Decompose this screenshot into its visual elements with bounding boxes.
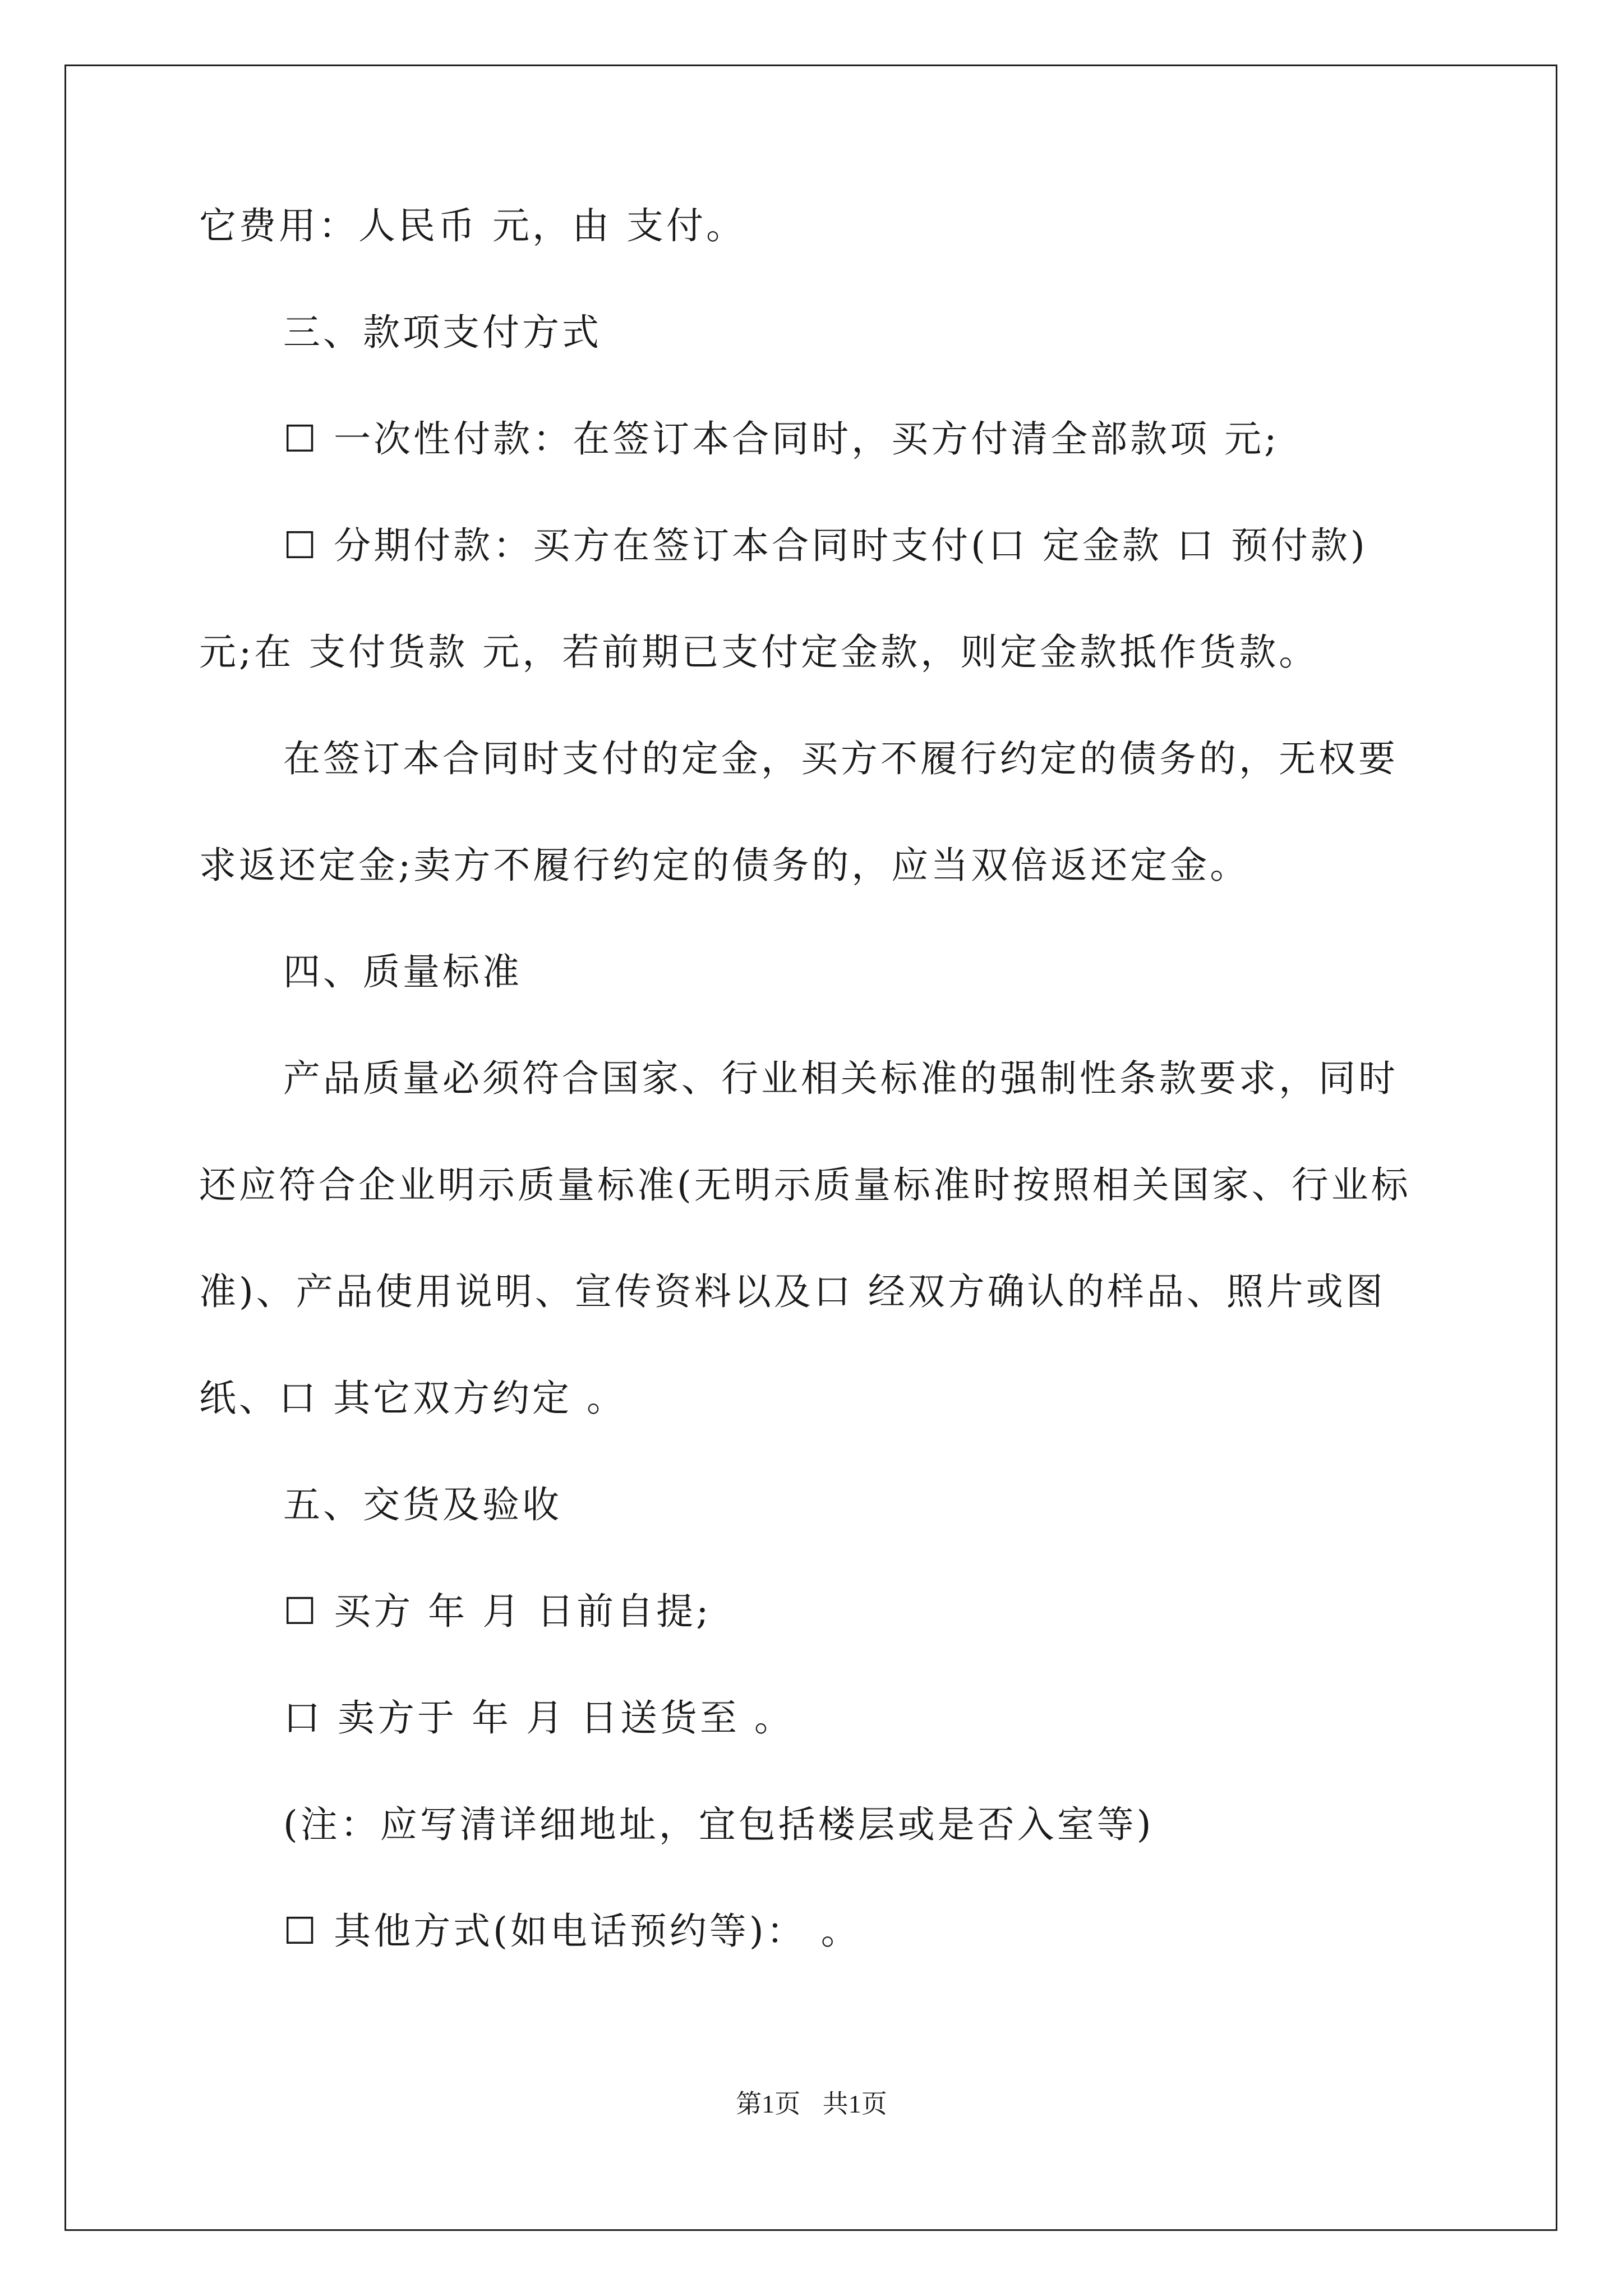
- checkbox-option: 口 卖方于 年 月 日送货至 。: [283, 1696, 794, 1740]
- note-line: (注：应写清详细地址，宜包括楼层或是否入室等): [283, 1803, 1154, 1846]
- paragraph-line: 元;在 支付货款 元，若前期已支付定金款，则定金款抵作货款。: [199, 631, 1319, 674]
- paragraph-line: 纸、口 其它双方约定 。: [199, 1377, 626, 1420]
- section-heading: 四、质量标准: [283, 950, 522, 993]
- checkbox-option: ☐ 分期付款：买方在签订本合同时支付(口 定金款 口 预付款): [283, 524, 1368, 567]
- checkbox-option: ☐ 其他方式(如电话预约等)： 。: [283, 1910, 861, 1953]
- paragraph-line: 它费用：人民币 元，由 支付。: [199, 204, 746, 247]
- paragraph-line: 求返还定金;卖方不履行约定的债务的，应当双倍返还定金。: [199, 844, 1250, 887]
- paragraph-line: 产品质量必须符合国家、行业相关标准的强制性条款要求，同时: [283, 1057, 1398, 1100]
- page-number-total: 共1页: [822, 2090, 887, 2118]
- paragraph-line: 还应符合企业明示质量标准(无明示质量标准时按照相关国家、行业标: [199, 1163, 1411, 1207]
- paragraph-line: 在签订本合同时支付的定金，买方不履行约定的债务的，无权要: [283, 737, 1398, 780]
- section-heading: 五、交货及验收: [283, 1483, 562, 1526]
- section-heading: 三、款项支付方式: [283, 311, 602, 354]
- checkbox-option: ☐ 买方 年 月 日前自提;: [283, 1590, 712, 1633]
- paragraph-line: 准)、产品使用说明、宣传资料以及口 经双方确认的样品、照片或图: [199, 1270, 1386, 1313]
- page-footer: [0, 2091, 1623, 2117]
- page-number-current: 第1页: [736, 2090, 801, 2118]
- checkbox-option: ☐ 一次性付款：在签订本合同时，买方付清全部款项 元;: [283, 417, 1280, 461]
- document-body: [199, 204, 1427, 2019]
